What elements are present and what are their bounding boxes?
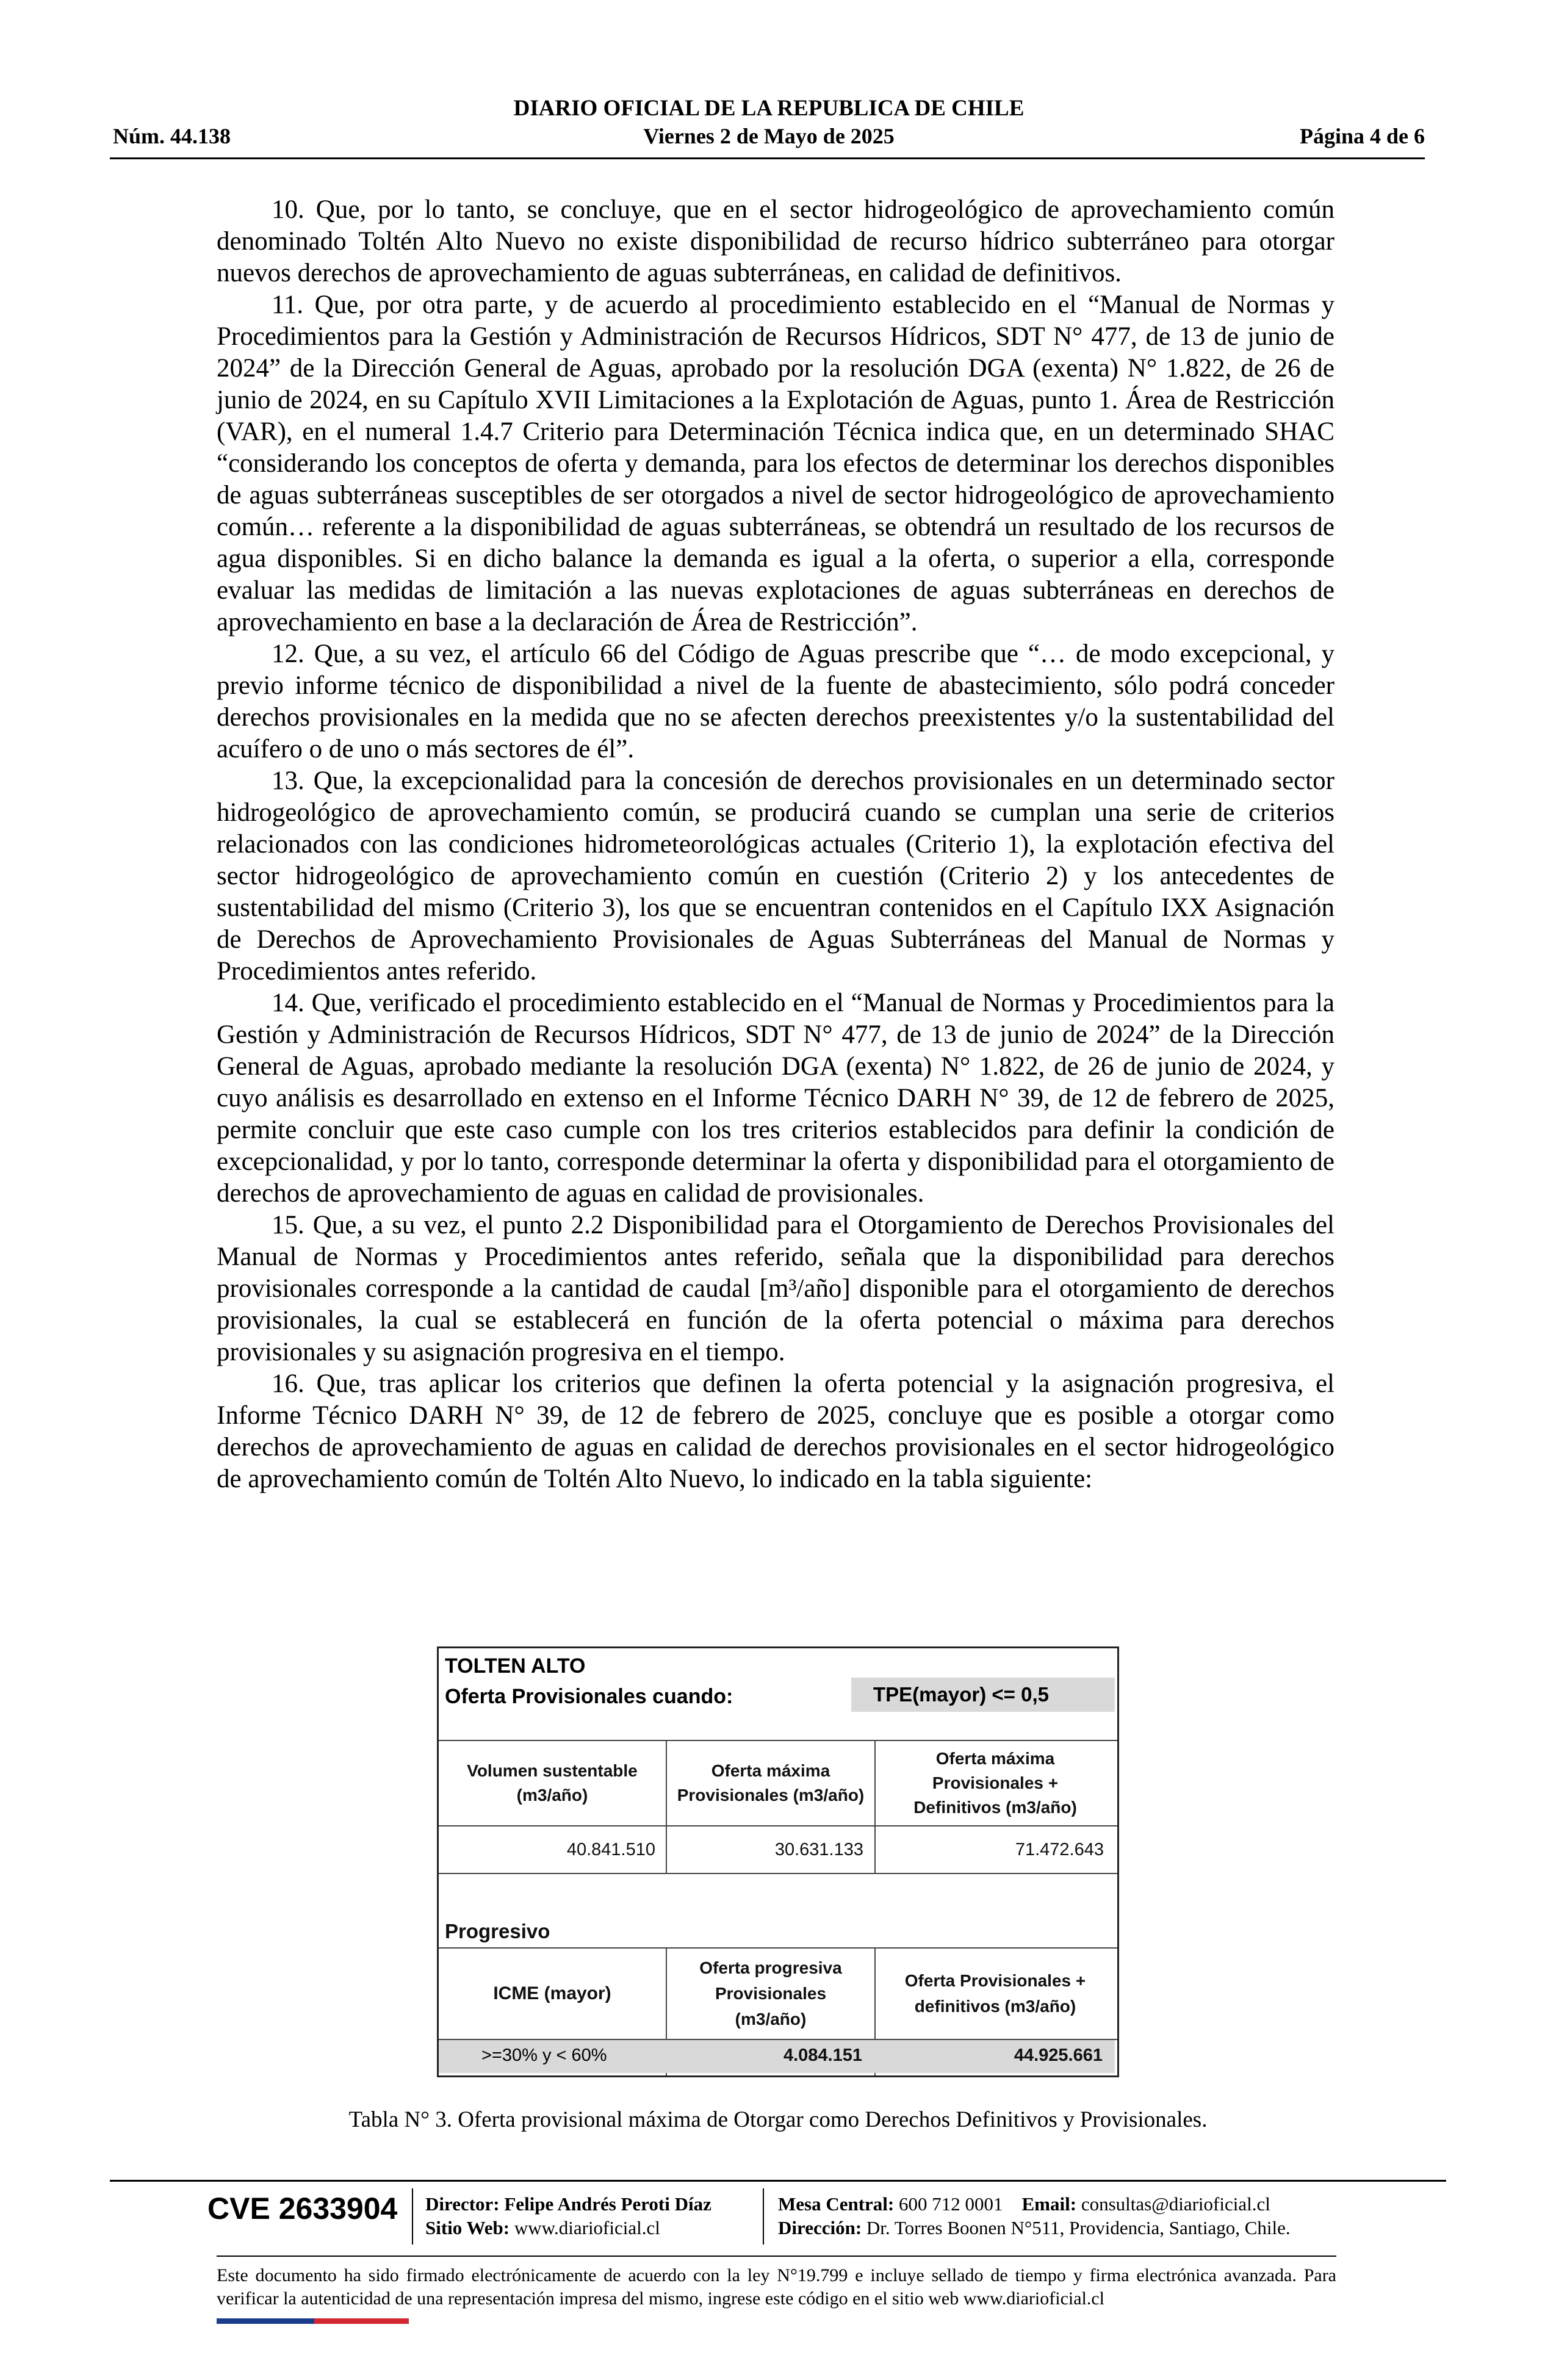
- flag-bar-red: [314, 2318, 409, 2324]
- footer-director-col: [425, 2192, 711, 2240]
- table-value-cell: 4.084.151: [783, 2046, 862, 2065]
- table-value-cell: 30.631.133: [774, 1840, 863, 1859]
- email-link[interactable]: consultas@diarioficial.cl: [1081, 2193, 1270, 2215]
- legal-notice: Este documento ha sido firmado electrónicamente de acuerdo con la ley N°19.799 e incluye sellado de tiempo y firma electrónica avanzada. Para verificar la autenticidad de una representación impresa del mismo, ingrese este código en el sitio web www.diarioficial.cl: [217, 2265, 1336, 2309]
- paragraph-13: 13. Que, la excepcionalidad para la concesión de derechos provisionales en un determinado sector hidrogeológico de aprovechamiento común, se producirá cuando se cumplan una serie de criterios relacionados con las condiciones hidrometeorológicas actuales (Criterio 1), la explotación efectiva del sector hidrogeológico de aprovechamiento común en cuestión (Criterio 2) y los antecedentes de sustentabilidad del mismo (Criterio 3), los que se encuentran contenidos en el Capítulo IXX Asignación de Derechos de Aprovechamiento Provisionales de Aguas Subterráneas del Manual de Normas y Procedimientos antes referido.: [217, 766, 1334, 986]
- issue-date: Viernes 2 de Mayo de 2025: [643, 124, 895, 148]
- footer-divider: [110, 2180, 1446, 2182]
- paragraph-12: 12. Que, a su vez, el artículo 66 del Código de Aguas prescribe que “… de modo excepcional, y previo informe técnico de disponibilidad a nivel de la fuente de abastecimiento, sólo podrá conceder derechos provisionales en la medida que no se afecten derechos preexistentes y/o la sustentabilidad del acuífero o de uno o más sectores de él”.: [217, 640, 1334, 763]
- address-label: Dirección:: [778, 2217, 862, 2238]
- table-rule: [439, 1825, 1117, 1826]
- director-name: Felipe Andrés Peroti Díaz: [504, 2193, 711, 2215]
- table-header-cell: Volumen sustentable (m3/año): [467, 1761, 638, 1805]
- address-value: Dr. Torres Boonen N°511, Providencia, Santiago, Chile.: [866, 2217, 1291, 2238]
- table-condition: TPE(mayor) <= 0,5: [851, 1678, 1115, 1712]
- document-body: [217, 194, 1334, 1495]
- cve-code: CVE 2633904: [207, 2191, 398, 2226]
- header-divider: [110, 157, 1425, 159]
- journal-title: DIARIO OFICIAL DE LA REPUBLICA DE CHILE: [513, 96, 1025, 121]
- table-header-cell: Oferta progresiva Provisionales (m3/año): [699, 1958, 842, 2028]
- mesa-value: 600 712 0001: [899, 2193, 1003, 2215]
- offer-table: [437, 1646, 1119, 2077]
- paragraph-14: 14. Que, verificado el procedimiento establecido en el “Manual de Normas y Procedimientos para la Gestión y Administración de Recursos Hídricos, SDT N° 477, de 13 de junio de 2024” de la Dirección General de Aguas, aprobado mediante la resolución DGA (exenta) N° 1.822, de 26 de junio de 2024, y cuyo análisis es desarrollado en extenso en el Informe Técnico DARH N° 39, de 12 de febrero de 2025, permite concluir que este caso cumple con los tres criterios establecidos para definir la condición de excepcionalidad, y por lo tanto, corresponde determinar la oferta y disponibilidad para el otorgamiento de derechos de aprovechamiento de aguas en calidad de provisionales.: [217, 989, 1334, 1208]
- director-label: Director:: [425, 2193, 500, 2215]
- footer-contact-col: [778, 2192, 1291, 2240]
- email-label: Email:: [1021, 2193, 1077, 2215]
- table-header-cell: Oferta máxima Provisionales (m3/año): [677, 1761, 865, 1805]
- table-value-cell: 71.472.643: [1015, 1840, 1104, 1859]
- web-link[interactable]: www.diarioficial.cl: [514, 2217, 660, 2238]
- table-value-cell: 44.925.661: [1014, 2046, 1103, 2065]
- web-label: Sitio Web:: [425, 2217, 510, 2238]
- table-subtitle: Oferta Provisionales cuando:: [445, 1685, 733, 1708]
- table-caption: Tabla N° 3. Oferta provisional máxima de Otorgar como Derechos Definitivos y Provisionales.: [348, 2107, 1208, 2132]
- page-header: [113, 92, 1425, 159]
- footer-divider-thin: [217, 2256, 1336, 2257]
- table-value-cell: 40.841.510: [566, 1840, 655, 1859]
- paragraph-16: 16. Que, tras aplicar los criterios que definen la oferta potencial y la asignación progresiva, el Informe Técnico DARH N° 39, de 12 de febrero de 2025, concluye que es posible a otorgar como derechos de aprovechamiento de aguas en calidad de derechos provisionales en el sector hidrogeológico de aprovechamiento común de Toltén Alto Nuevo, lo indicado en la tabla siguiente:: [217, 1369, 1334, 1493]
- footer-separator: [412, 2188, 413, 2245]
- progresivo-title: Progresivo: [445, 1920, 550, 1942]
- table-header-cell: Oferta máxima Provisionales + Definitivos (m3/año): [913, 1749, 1077, 1817]
- paragraph-15: 15. Que, a su vez, el punto 2.2 Disponibilidad para el Otorgamiento de Derechos Provisionales del Manual de Normas y Procedimientos antes referido, señala que la disponibilidad para derechos provisionales corresponde a la cantidad de caudal [m³/año] disponible para el otorgamiento de derechos provisionales, la cual se establecerá en función de la oferta potencial o máxima para derechos provisionales y su asignación progresiva en el tiempo.: [217, 1211, 1334, 1366]
- page-indicator: Página 4 de 6: [1299, 124, 1425, 148]
- table-title: TOLTEN ALTO: [445, 1654, 586, 1678]
- paragraph-10: 10. Que, por lo tanto, se concluye, que en el sector hidrogeológico de aprovechamiento común denominado Toltén Alto Nuevo no existe disponibilidad de recurso hídrico subterráneo para otorgar nuevos derechos de aprovechamiento de aguas subterráneas, en calidad de definitivos.: [217, 195, 1334, 287]
- table-rule: [439, 1873, 1117, 1874]
- issue-number: Núm. 44.138: [113, 124, 231, 148]
- table-header-cell: ICME (mayor): [493, 1983, 611, 2003]
- table-header-cell: Oferta Provisionales + definitivos (m3/año): [904, 1971, 1086, 2016]
- mesa-label: Mesa Central:: [778, 2193, 895, 2215]
- paragraph-11: 11. Que, por otra parte, y de acuerdo al procedimiento establecido en el “Manual de Normas y Procedimientos para la Gestión y Administración de Recursos Hídricos, SDT N° 477, de 13 de junio de 2024” de la Dirección General de Aguas, aprobado por la resolución DGA (exenta) N° 1.822, de 26 de junio de 2024, en su Capítulo XVII Limitaciones a la Explotación de Aguas, punto 1. Área de Restricción (VAR), en el numeral 1.4.7 Criterio para Determinación Técnica indica que, en un determinado SHAC “considerando los conceptos de oferta y demanda, para los efectos de determinar los derechos disponibles de aguas subterráneas susceptibles de ser otorgados a nivel de sector hidrogeológico de aprovechamiento común… referente a la disponibilidad de aguas subterráneas, se obtendrá un resultado de los recursos de agua disponibles. Si en dicho balance la demanda es igual a la oferta, o superior a ella, corresponde evaluar las medidas de limitación a las nuevas explotaciones de aguas subterráneas en derechos de aprovechamiento en base a la declaración de Área de Restricción”.: [217, 290, 1334, 636]
- flag-bar-blue: [217, 2318, 314, 2324]
- footer-separator: [763, 2188, 764, 2245]
- table-value-cell: >=30% y < 60%: [481, 2046, 607, 2065]
